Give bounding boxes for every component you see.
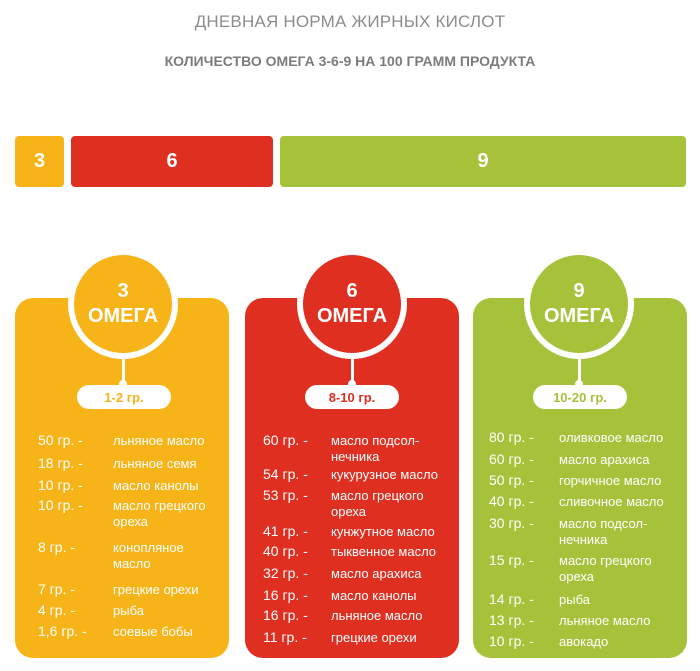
omega6-stem [351, 356, 354, 382]
item-name [331, 524, 435, 540]
item-name [113, 603, 144, 619]
item-name [559, 592, 590, 608]
item-name [559, 452, 649, 468]
item-name-line: ореха [113, 514, 148, 529]
item-amount: 30 гр. - [489, 515, 534, 531]
omega9-number: 9 [573, 280, 585, 302]
item-name-line: льняное масло [113, 433, 205, 448]
item-name-line: ореха [331, 504, 366, 519]
item-name-line: кунжутное масло [331, 524, 435, 539]
item-amount: 40 гр. - [263, 543, 308, 559]
item-amount: 15 гр. - [489, 552, 534, 568]
omega6-number: 6 [346, 280, 358, 302]
item-amount: 50 гр. - [489, 472, 534, 488]
item-name [331, 488, 424, 520]
item-amount: 13 гр. - [489, 612, 534, 628]
item-name [331, 588, 417, 604]
item-name-line: рыба [113, 603, 144, 618]
omega9-stem [578, 356, 581, 382]
item-amount: 53 гр. - [263, 487, 308, 503]
item-amount: 16 гр. - [263, 587, 308, 603]
item-amount: 40 гр. - [489, 493, 534, 509]
item-name [331, 467, 438, 483]
item-name-line: льняное масло [559, 613, 651, 628]
item-amount: 18 гр. - [38, 455, 83, 471]
item-name-line: масло [113, 556, 151, 571]
item-name-line: оливковое масло [559, 430, 664, 445]
item-name-line: ореха [559, 569, 594, 584]
item-name-line: горчичное масло [559, 473, 662, 488]
item-name-line: масло грецкого [331, 488, 424, 503]
item-name [559, 473, 661, 489]
item-amount: 10 гр. - [38, 477, 83, 493]
item-amount: 80 гр. - [489, 429, 534, 445]
omega6-badge [297, 249, 407, 359]
item-name [331, 544, 436, 560]
item-name [559, 516, 647, 548]
ratio-bar-omega9: 9 [280, 136, 686, 187]
item-name [331, 608, 422, 624]
page-title: ДНЕВНАЯ НОРМА ЖИРНЫХ КИСЛОТ [194, 12, 506, 31]
item-name-line: льняное семя [113, 456, 197, 471]
item-name [559, 430, 663, 446]
item-amount: 1,6 гр. - [38, 623, 87, 639]
item-name [113, 456, 197, 472]
item-name-line: масло грецкого [559, 553, 652, 568]
item-amount: 14 гр. - [489, 591, 534, 607]
item-name-line: льняное масло [331, 608, 423, 623]
item-name [331, 630, 417, 646]
item-name [559, 494, 664, 510]
omega3-stem [122, 356, 125, 382]
item-name-line: масло канолы [113, 478, 199, 493]
item-name-line: кукурузное масло [331, 467, 438, 482]
item-name-line: нечника [331, 449, 380, 464]
item-name [559, 553, 652, 585]
item-amount: 32 гр. - [263, 565, 308, 581]
item-amount: 60 гр. - [263, 432, 308, 448]
item-amount: 41 гр. - [263, 523, 308, 539]
item-amount: 7 гр. - [38, 581, 76, 597]
item-name-line: масло грецкого [113, 498, 206, 513]
ratio-bar-omega6: 6 [71, 136, 273, 187]
omega6-word: ОМЕГА [316, 305, 388, 327]
omega3-number: 3 [117, 280, 129, 302]
item-name [331, 433, 419, 465]
omega3-daily-norm: 1-2 гр. [77, 385, 171, 409]
omega3-word: ОМЕГА [87, 305, 159, 327]
item-name-line: авокадо [559, 634, 609, 649]
omega9-daily-norm: 10-20 гр. [533, 385, 627, 409]
item-amount: 60 гр. - [489, 451, 534, 467]
item-name-line: масло подсол- [559, 516, 648, 531]
item-name-line: рыба [559, 592, 590, 607]
item-name [113, 582, 199, 598]
omega9-word: ОМЕГА [543, 305, 615, 327]
item-name-line: масло арахиса [559, 452, 650, 467]
omega3-badge [68, 249, 178, 359]
item-name [113, 498, 206, 530]
omega9-badge [524, 249, 634, 359]
item-name-line: сливочное масло [559, 494, 664, 509]
item-name [113, 540, 184, 572]
item-name-line: грецкие орехи [113, 582, 199, 597]
ratio-bar-omega3: 3 [15, 136, 64, 187]
item-amount: 16 гр. - [263, 607, 308, 623]
item-name-line: масло подсол- [331, 433, 420, 448]
page-subtitle: КОЛИЧЕСТВО ОМЕГА 3-6-9 НА 100 ГРАММ ПРОДУКТА [164, 53, 536, 69]
item-amount: 54 гр. - [263, 466, 308, 482]
item-name [331, 566, 421, 582]
item-amount: 8 гр. - [38, 539, 76, 555]
item-amount: 10 гр. - [489, 633, 534, 649]
item-name-line: масло арахиса [331, 566, 422, 581]
item-amount: 4 гр. - [38, 602, 76, 618]
omega6-daily-norm: 8-10 гр. [305, 385, 399, 409]
item-name [113, 433, 204, 449]
item-name-line: нечника [559, 532, 608, 547]
item-name [559, 613, 650, 629]
item-name [559, 634, 608, 650]
item-name-line: грецкие орехи [331, 630, 417, 645]
item-amount: 10 гр. - [38, 497, 83, 513]
item-name [113, 478, 199, 494]
item-name [113, 624, 193, 640]
item-name-line: соевые бобы [113, 624, 193, 639]
item-amount: 11 гр. - [263, 629, 307, 645]
item-amount: 50 гр. - [38, 432, 83, 448]
item-name-line: конопляное [113, 540, 184, 555]
item-name-line: масло канолы [331, 588, 417, 603]
item-name-line: тыквенное масло [331, 544, 437, 559]
